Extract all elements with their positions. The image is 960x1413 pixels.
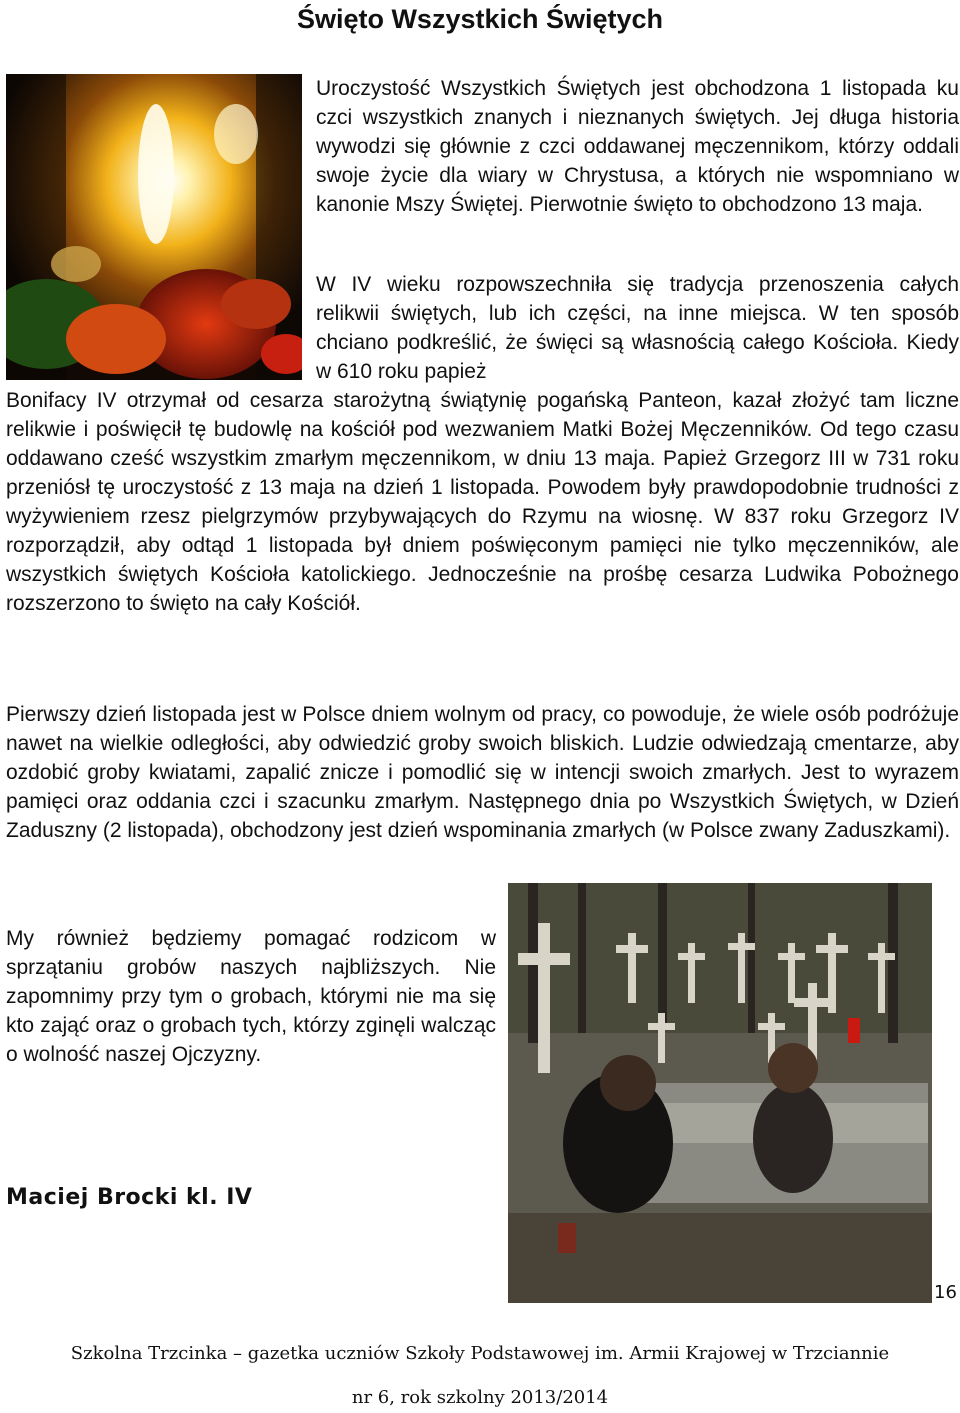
cemetery-icon	[508, 883, 932, 1303]
candle-icon	[6, 74, 302, 380]
paragraph-history-start: W IV wieku rozpowszechniła się tradycja przenoszenia całych relikwii świętych, lub ich części, na inne miejsca. W ten sposób chciano podkreślić, że święci są własnością całego Kościoła. Kiedy w 610 roku papież	[316, 273, 959, 383]
paragraph-poland: Pierwszy dzień listopada jest w Polsce dniem wolnym od pracy, co powoduje, że wiele osób podróżuje nawet na wielkie odległości, aby odwiedzić groby swoich bliskich. Ludzie odwiedzają cmentarze, aby ozdobić groby kwiatami, zapalić znicze i pomodlić się w intencji swoich zmarłych. Jest to wyrazem pamięci oraz oddania czci i szacunku zmarłym. Następnego dnia po Wszystkich Świętych, w Dzień Zaduszny (2 listopada), obchodzony jest dzień wspominania zmarłych (w Polsce zwany Zaduszkami).	[6, 703, 959, 842]
footer-publication: Szkolna Trzcinka – gazetka uczniów Szkoły Podstawowej im. Armii Krajowej w Trzciannie	[70, 1343, 890, 1364]
paragraph-closing: My również będziemy pomagać rodzicom w sprzątaniu grobów naszych najbliższych. Nie zapomnimy przy tym o grobach, którymi nie ma się kto zająć oraz o grobach tych, którzy zginęli walcząc o wolność naszej Ojczyzny.	[6, 927, 496, 1066]
paragraph-intro: Uroczystość Wszystkich Świętych jest obchodzona 1 listopada ku czci wszystkich znanych i nieznanych świętych. Jej długa historia wywodzi się głównie z czci oddawanej męczennikom, którzy oddali swoje życie dla wiary w Chrystusa, a których nie wspomniano w kanonie Mszy Świętej. Pierwotnie święto to obchodzono 13 maja.	[316, 77, 959, 216]
paragraph-history-cont: Bonifacy IV otrzymał od cesarza starożytną świątynię pogańską Panteon, kazał złożyć tam liczne relikwie i poświęcił tę budowlę na kościół pod wezwaniem Matki Bożej Męczenników. Od tego czasu oddawano cześć wszystkim zmarłym męczennikom, w dniu 13 maja. Papież Grzegorz III w 731 roku przeniósł tę uroczystość z 13 maja na dzień 1 listopada. Powodem były prawdopodobnie trudności z wyżywieniem rzesz pielgrzymów przybywających do Rzymu na wiosnę. W 837 roku Grzegorz IV rozporządził, aby odtąd 1 listopada był dniem poświęconym pamięci nie tylko męczenników, ale wszystkich świętych Kościoła katolickiego. Jednocześnie na prośbę cesarza Ludwika Pobożnego rozszerzono to święto na cały Kościół.	[6, 389, 959, 615]
article-title: Święto Wszystkich Świętych	[296, 4, 664, 34]
author-signature: Maciej Brocki kl. IV	[6, 1185, 253, 1210]
candle-photo	[6, 74, 302, 380]
cemetery-photo	[508, 883, 932, 1303]
page-number: 16	[934, 1282, 957, 1303]
footer-issue: nr 6, rok szkolny 2013/2014	[351, 1387, 609, 1408]
